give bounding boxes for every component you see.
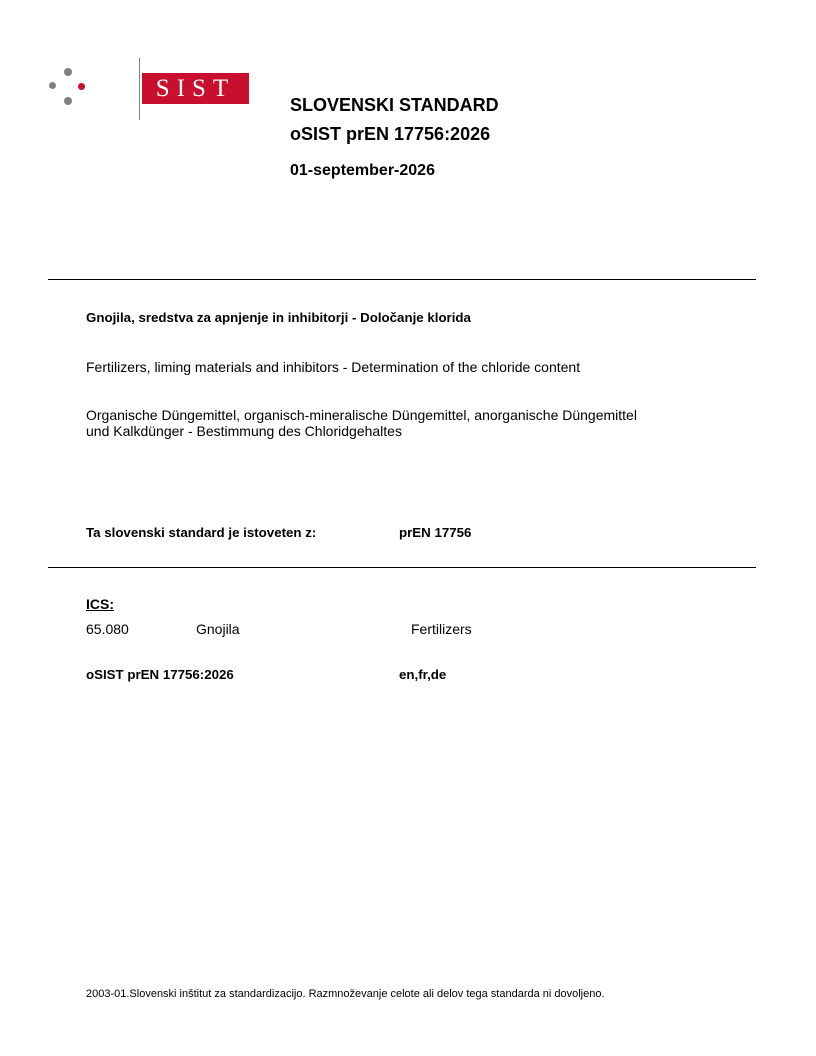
title-english: Fertilizers, liming materials and inhibitors - Determination of the chloride content — [86, 359, 581, 375]
title-slovenian: Gnojila, sredstva za apnjenje in inhibitorji - Določanje klorida — [86, 310, 471, 325]
title-german-line1: Organische Düngemittel, organisch-mineralische Düngemittel, anorganische Düngemittel — [86, 407, 637, 423]
ics-heading: ICS: — [86, 596, 114, 612]
standard-title: SLOVENSKI STANDARD — [290, 95, 499, 115]
identical-value: prEN 17756 — [399, 525, 472, 540]
copyright-footer: 2003-01.Slovenski inštitut za standardizacijo. Razmnoževanje celote ali delov tega standarda ni dovoljeno. — [86, 988, 605, 1000]
reference-languages: en,fr,de — [399, 667, 447, 682]
logo-dot — [78, 83, 85, 90]
logo-dot — [64, 68, 72, 76]
logo-text: SIST — [142, 73, 249, 104]
divider-top — [48, 279, 756, 280]
logo-dot — [64, 97, 72, 105]
ics-slovenian: Gnojila — [196, 621, 240, 637]
identical-label: Ta slovenski standard je istoveten z: — [86, 525, 317, 540]
logo-divider — [139, 58, 140, 120]
standard-date: 01-september-2026 — [290, 162, 435, 179]
reference-code: oSIST prEN 17756:2026 — [86, 667, 234, 682]
ics-english: Fertilizers — [411, 621, 472, 637]
title-german-line2: und Kalkdünger - Bestimmung des Chloridgehaltes — [86, 423, 402, 439]
sist-logo — [46, 58, 236, 120]
standard-code: oSIST prEN 17756:2026 — [290, 124, 491, 144]
logo-dot — [49, 82, 56, 89]
divider-bottom — [48, 567, 756, 568]
ics-code: 65.080 — [86, 621, 129, 637]
